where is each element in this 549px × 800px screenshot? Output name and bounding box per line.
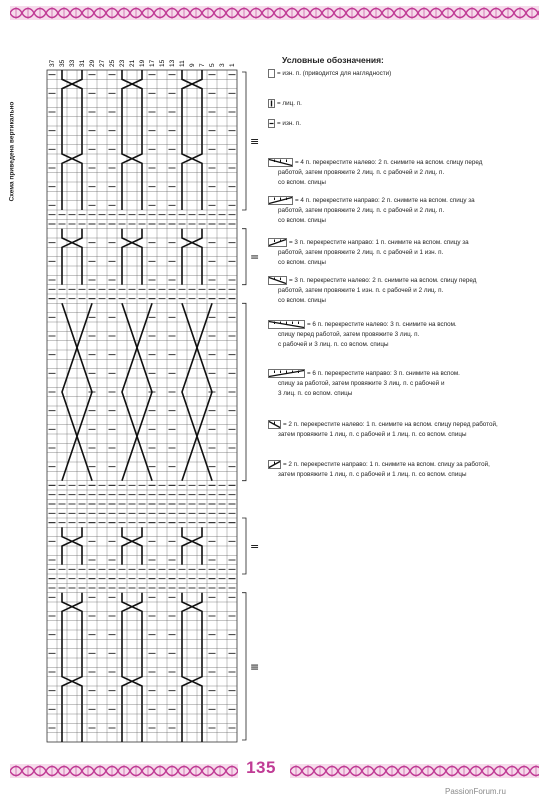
legend-item-text <box>268 99 302 109</box>
legend-item-line: = 2 п. перекрестите налево: 1 п. снимите на вспом. спицу перед работой, <box>283 421 498 428</box>
column-number: 5 <box>209 63 216 67</box>
repeat-marker: ≡ <box>250 660 260 674</box>
legend-item-text <box>268 420 498 440</box>
legend-item-line: работой, затем провяжите 2 лиц. п. с рабочей и 1 изн. п. <box>278 249 444 256</box>
column-number: 21 <box>129 59 136 67</box>
legend-item-line: со вспом. спицы <box>278 179 326 186</box>
column-number: 17 <box>149 59 156 67</box>
column-number: 13 <box>169 59 176 67</box>
legend-item-line: = изн. п. <box>277 120 301 127</box>
repeat-marker: ≡ <box>250 135 260 148</box>
legend-item-text <box>268 238 469 268</box>
legend-item-line: со вспом. спицы <box>278 217 326 224</box>
watermark: PassionForum.ru <box>445 787 506 796</box>
column-number: 11 <box>179 60 186 67</box>
repeat-marker: = <box>250 540 260 553</box>
side-caption-text: Схема приведена вертикально <box>8 101 16 202</box>
repeat-bracket <box>242 72 246 210</box>
legend-item-text <box>268 276 476 306</box>
legend-item-line: со вспом. спицы <box>278 297 326 304</box>
column-number: 37 <box>49 59 56 67</box>
legend-item-line: = изн. п. (приводится для наглядности) <box>277 70 392 77</box>
legend-item-line: с рабочей и 3 лиц. п. со вспом. спицы <box>278 341 389 348</box>
legend-item-line: = 4 п. перекрестите направо: 2 п. снимите на вспом. спицу за <box>295 197 475 204</box>
page-number: 135 <box>246 758 276 777</box>
column-number: 3 <box>219 63 226 67</box>
repeat-bracket <box>242 593 246 740</box>
column-number: 31 <box>79 59 86 67</box>
column-number: 9 <box>189 63 196 67</box>
legend-item-line: = 6 п. перекрестите направо: 3 п. снимите на вспом. <box>307 370 460 377</box>
column-number: 25 <box>109 59 116 67</box>
legend-item-text <box>268 69 391 79</box>
column-number: 35 <box>59 59 66 67</box>
legend-item-text <box>268 158 482 188</box>
legend-item-line: = 4 п. перекрестите налево: 2 п. снимите на вспом. спицу перед <box>295 159 483 166</box>
legend-item-text <box>268 369 460 399</box>
legend-item-text <box>268 320 457 350</box>
legend-item-text <box>268 460 490 480</box>
repeat-bracket <box>242 303 246 480</box>
column-number: 23 <box>119 59 126 67</box>
column-number: 29 <box>89 59 96 67</box>
legend-item-line: = 3 п. перекрестите направо: 1 п. снимите на вспом. спицу за <box>289 239 469 246</box>
legend-item-text <box>268 119 301 129</box>
column-number: 19 <box>139 59 146 67</box>
legend-item-text <box>268 196 475 226</box>
legend-item-line: = 3 п. перекрестите налево: 2 п. снимите на вспом. спицу перед <box>289 277 477 284</box>
column-number: 33 <box>69 59 76 67</box>
legend-title: Условные обозначения: <box>282 55 384 65</box>
legend-item-line: работой, затем провяжите 2 лиц. п. с рабочей и 2 лиц. п. <box>278 207 445 214</box>
legend-item-line: затем провяжите 1 лиц. п. с рабочей и 1 лиц. п. со вспом. спицы <box>278 431 467 438</box>
legend-item-line: со вспом. спицы <box>278 259 326 266</box>
column-number: 27 <box>99 59 106 67</box>
column-number: 7 <box>199 63 206 67</box>
legend-item-line: затем провяжите 1 лиц. п. с рабочей и 1 лиц. п. со вспом. спицы <box>278 471 467 478</box>
legend-item-line: = лиц. п. <box>277 100 302 107</box>
legend-item-line: 3 лиц. п. со вспом. спицы <box>278 390 353 397</box>
legend-item-line: = 6 п. перекрестите налево: 3 п. снимите на вспом. <box>307 321 457 328</box>
column-number: 1 <box>229 63 236 67</box>
legend-item-line: работой, затем провяжите 2 лиц. п. с рабочей и 2 лиц. п. <box>278 169 445 176</box>
legend-item-line: работой, затем провяжите 1 изн. п. с рабочей и 2 лиц. п. <box>278 287 444 294</box>
repeat-brackets <box>242 72 246 740</box>
repeat-marker: = <box>250 250 260 264</box>
legend-item-line: = 2 п. перекрестите направо: 1 п. снимите на вспом. спицу за работой, <box>283 461 490 468</box>
column-number: 15 <box>159 59 166 67</box>
legend-item-line: спицу за работой, затем провяжите 3 лиц. п. с рабочей и <box>278 380 445 387</box>
repeat-bracket <box>242 229 246 285</box>
repeat-bracket <box>242 518 246 574</box>
legend-item-line: спицу перед работой, затем провяжите 3 лиц. п. <box>278 331 420 338</box>
